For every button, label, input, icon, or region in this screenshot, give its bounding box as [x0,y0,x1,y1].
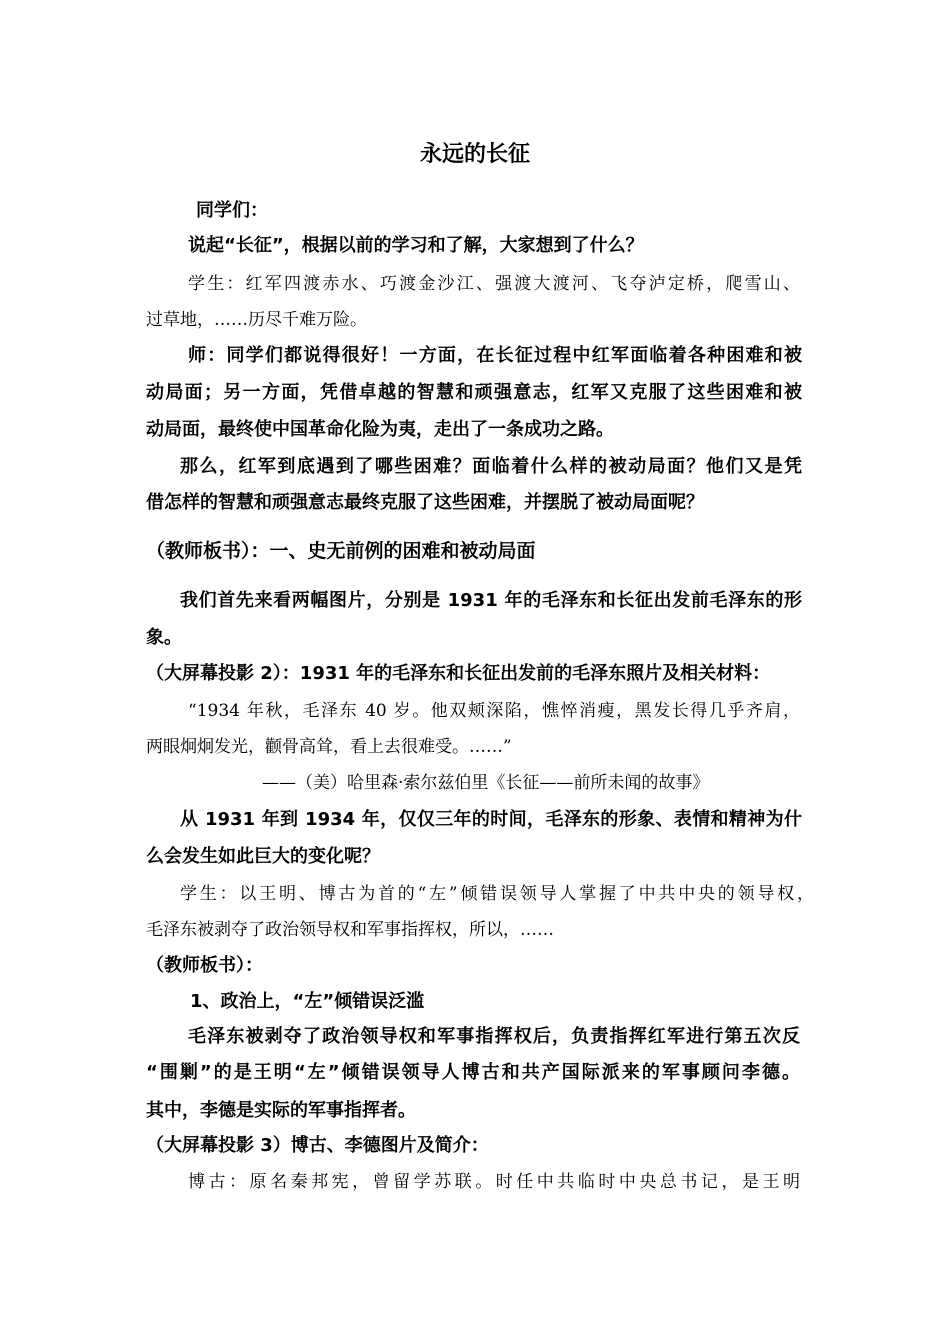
paragraph-line: 博古：原名秦邦宪，曾留学苏联。时任中共临时中央总书记，是王明 [188,1172,800,1192]
page-title: 永远的长征 [419,142,530,167]
subsection-heading: 1、政治上，“左”倾错误泛滥 [190,991,425,1012]
quote-attribution: ——（美）哈里森·索尔兹伯里《长征——前所未闻的故事》 [262,773,710,793]
paragraph-line: 那么，红军到底遇到了哪些困难？面临着什么样的被动局面？他们又是凭 [180,456,802,477]
paragraph-line: 动局面，最终使中国革命化险为夷，走出了一条成功之路。 [146,419,614,440]
paragraph-line: 动局面；另一方面，凭借卓越的智慧和顽强意志，红军又克服了这些困难和被 [146,382,802,403]
paragraph-line: （教师板书）： [146,955,263,976]
paragraph-line: 过草地，……历尽千难万险。 [146,310,367,330]
paragraph-line: 象。 [146,627,182,648]
paragraph-line: 我们首先来看两幅图片，分别是 1931 年的毛泽东和长征出发前毛泽东的形 [180,590,802,611]
paragraph-line: 毛泽东被剥夺了政治领导权和军事指挥权，所以，…… [146,920,554,940]
paragraph-line: 学生：红军四渡赤水、巧渡金沙江、强渡大渡河、飞夺泸定桥，爬雪山、 [188,274,800,294]
paragraph-line: 说起“长征”，根据以前的学习和了解，大家想到了什么？ [188,235,644,256]
paragraph-line: 借怎样的智慧和顽强意志最终克服了这些困难，并摆脱了被动局面呢？ [146,492,704,513]
paragraph-line: “围剿”的是王明“左”倾错误领导人博古和共产国际派来的军事顾问李德。 [146,1062,800,1083]
paragraph-line: 从 1931 年到 1934 年，仅仅三年的时间，毛泽东的形象、表情和精神为什 [180,809,802,830]
quote-line: 两眼炯炯发光，颧骨高耸，看上去很难受。……” [146,737,512,757]
paragraph-line: 么会发生如此巨大的变化呢？ [146,846,380,867]
paragraph-line: （大屏幕投影 2）：1931 年的毛泽东和长征出发前的毛泽东照片及相关材料： [146,663,771,684]
quote-line: “1934 年秋，毛泽东 40 岁。他双颊深陷，憔悴消瘦，黑发长得几乎齐肩， [188,701,800,721]
paragraph-line: 学生：以王明、博古为首的“左”倾错误领导人掌握了中共中央的领导权， [180,884,814,904]
section-heading: （教师板书）：一、史无前例的困难和被动局面 [146,540,536,562]
paragraph-line: （大屏幕投影 3）博古、李德图片及简介： [146,1135,489,1156]
paragraph-line: 师：同学们都说得很好！一方面，在长征过程中红军面临着各种困难和被 [188,345,802,366]
paragraph-line: 毛泽东被剥夺了政治领导权和军事指挥权后，负责指挥红军进行第五次反 [188,1026,800,1047]
paragraph-line: 其中，李德是实际的军事指挥者。 [146,1100,416,1121]
paragraph-line: 同学们： [196,200,268,221]
